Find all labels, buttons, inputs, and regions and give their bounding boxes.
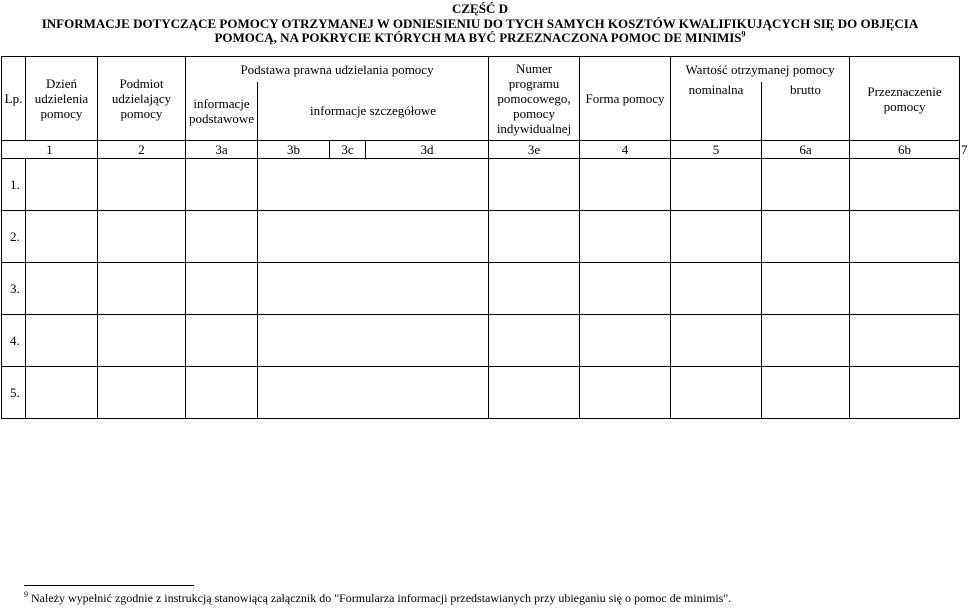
cell-brutto[interactable] — [762, 367, 850, 419]
cell-podmiot[interactable] — [98, 211, 186, 263]
cell-przeznaczenie[interactable] — [850, 211, 960, 263]
header-podmiot: Podmiot udzielający pomocy — [98, 57, 186, 141]
cell-forma[interactable] — [580, 315, 671, 367]
header-brutto-space — [762, 98, 850, 141]
cell-brutto[interactable] — [762, 315, 850, 367]
cell-informacje-szczegolowe[interactable] — [258, 367, 489, 419]
row-number: 3. — [2, 263, 26, 315]
header-numer: Numer programu pomocowego, pomocy indywidualnej — [489, 57, 580, 141]
cell-dzien[interactable] — [26, 159, 98, 211]
cell-brutto[interactable] — [762, 159, 850, 211]
colnum-4: 4 — [580, 141, 671, 159]
cell-dzien[interactable] — [26, 315, 98, 367]
cell-informacje-podstawowe[interactable] — [186, 159, 258, 211]
cell-numer[interactable] — [489, 263, 580, 315]
colnum-5: 5 — [671, 141, 762, 159]
cell-dzien[interactable] — [26, 367, 98, 419]
table-row — [2, 159, 960, 211]
cell-podmiot[interactable] — [98, 367, 186, 419]
cell-informacje-podstawowe[interactable] — [186, 315, 258, 367]
footnote-text: Należy wypełnić zgodnie z instrukcją stanowiącą załącznik do "Formularza informacji przedstawianych przy ubieganiu się o pomoc de minimis". — [28, 591, 732, 605]
cell-informacje-szczegolowe[interactable] — [258, 159, 489, 211]
header-informacje-szczegolowe: informacje szczegółowe — [258, 82, 489, 141]
cell-forma[interactable] — [580, 211, 671, 263]
row-number: 1. — [2, 159, 26, 211]
footnote-separator — [24, 585, 194, 586]
header-line-2-text: POMOCĄ, NA POKRYCIE KTÓRYCH MA BYĆ PRZEZNACZONA POMOC DE MINIMIS — [214, 30, 742, 45]
colnum-1: 1 — [2, 141, 98, 159]
table-row — [2, 367, 960, 419]
cell-informacje-szczegolowe[interactable] — [258, 315, 489, 367]
header-dzien: Dzień udzielenia pomocy — [26, 57, 98, 141]
colnum-6a: 6a — [762, 141, 850, 159]
row-number: 2. — [2, 211, 26, 263]
footnote — [24, 590, 731, 606]
cell-numer[interactable] — [489, 367, 580, 419]
colnum-3e: 3e — [489, 141, 580, 159]
cell-przeznaczenie[interactable] — [850, 263, 960, 315]
cell-nominalna[interactable] — [671, 159, 762, 211]
header-podstawa: Podstawa prawna udzielania pomocy — [186, 57, 489, 82]
cell-forma[interactable] — [580, 263, 671, 315]
header-wartosc: Wartość otrzymanej pomocy — [671, 57, 850, 82]
cell-numer[interactable] — [489, 159, 580, 211]
colnum-2: 2 — [98, 141, 186, 159]
cell-forma[interactable] — [580, 367, 671, 419]
colnum-3d: 3d — [366, 141, 489, 159]
header-nominalna: nominalna — [671, 82, 762, 98]
colnum-3c: 3c — [330, 141, 366, 159]
cell-informacje-podstawowe[interactable] — [186, 263, 258, 315]
cell-nominalna[interactable] — [671, 315, 762, 367]
cell-informacje-podstawowe[interactable] — [186, 211, 258, 263]
header-forma: Forma pomocy — [580, 57, 671, 141]
cell-podmiot[interactable] — [98, 159, 186, 211]
row-number: 5. — [2, 367, 26, 419]
header-brutto: brutto — [762, 82, 850, 98]
cell-brutto[interactable] — [762, 263, 850, 315]
cell-numer[interactable] — [489, 211, 580, 263]
cell-podmiot[interactable] — [98, 315, 186, 367]
cell-przeznaczenie[interactable] — [850, 315, 960, 367]
section-header — [0, 2, 960, 46]
cell-nominalna[interactable] — [671, 263, 762, 315]
header-lp: Lp. — [2, 57, 26, 141]
colnum-6b: 6b — [850, 141, 960, 159]
cell-przeznaczenie[interactable] — [850, 367, 960, 419]
cell-dzien[interactable] — [26, 211, 98, 263]
cell-przeznaczenie[interactable] — [850, 159, 960, 211]
table-row — [2, 211, 960, 263]
table-row — [2, 263, 960, 315]
header-nominalna-space — [671, 98, 762, 141]
footnote-ref: 9 — [741, 29, 746, 39]
header-przeznaczenie: Przeznaczenie pomocy — [850, 57, 960, 141]
cell-podmiot[interactable] — [98, 263, 186, 315]
cell-forma[interactable] — [580, 159, 671, 211]
part-title: CZĘŚĆ D — [452, 1, 508, 16]
header-informacje-podstawowe: informacje podstawowe — [186, 82, 258, 141]
cell-informacje-podstawowe[interactable] — [186, 367, 258, 419]
cell-numer[interactable] — [489, 315, 580, 367]
cell-nominalna[interactable] — [671, 367, 762, 419]
row-number: 4. — [2, 315, 26, 367]
header-line-2 — [0, 31, 960, 46]
header-line-1: INFORMACJE DOTYCZĄCE POMOCY OTRZYMANEJ W ODNIESIENIU DO TYCH SAMYCH KOSZTÓW KWALIFIKUJĄCYCH SIĘ DO OBJĘCIA — [41, 15, 919, 31]
footnote-number: 9 — [24, 590, 28, 599]
cell-informacje-szczegolowe[interactable] — [258, 211, 489, 263]
cell-informacje-szczegolowe[interactable] — [258, 263, 489, 315]
colnum-3b: 3b — [258, 141, 330, 159]
table-row — [2, 315, 960, 367]
column-numbers-row: 1 2 3a 3b 3c 3d 3e 4 5 6a 6b 7 — [2, 141, 960, 159]
cell-nominalna[interactable] — [671, 211, 762, 263]
colnum-3a: 3a — [186, 141, 258, 159]
cell-dzien[interactable] — [26, 263, 98, 315]
cell-brutto[interactable] — [762, 211, 850, 263]
aid-information-table — [1, 56, 968, 419]
